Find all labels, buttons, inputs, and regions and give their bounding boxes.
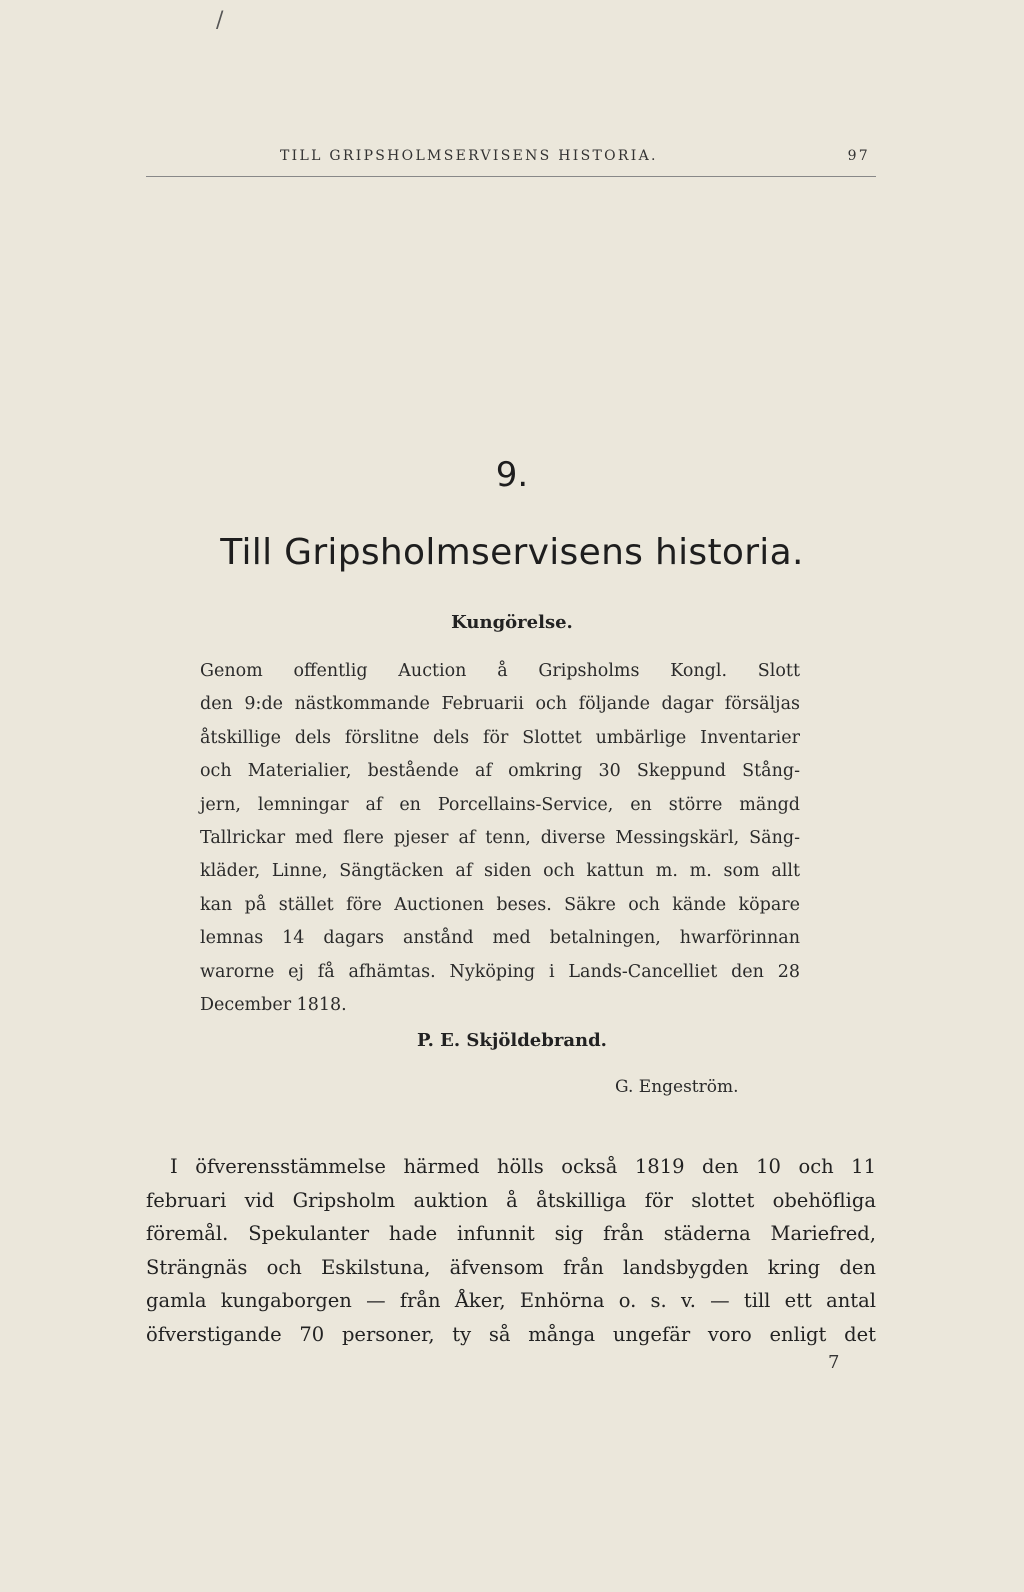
body-line: gamla kungaborgen — från Åker, Enhörna o. s. v. — till ett antal <box>146 1289 876 1312</box>
body-line: I öfverensstämmelse härmed hölls också 1819 den 10 och 11 <box>170 1155 876 1178</box>
body-paragraph <box>146 1150 876 1351</box>
notice-line: December 1818. <box>200 994 347 1015</box>
stray-pencil-mark: / <box>216 8 224 33</box>
page-number: 97 <box>847 148 870 164</box>
running-head-title: TILL GRIPSHOLMSERVISENS HISTORIA. <box>280 148 658 164</box>
header-rule <box>146 176 876 177</box>
notice-line: kläder, Linne, Sängtäcken af siden och kattun m. m. som allt <box>200 861 800 882</box>
body-line: föremål. Spekulanter hade infunnit sig från städerna Mariefred, <box>146 1222 876 1245</box>
notice-line: warorne ej få afhämtas. Nyköping i Lands-Cancelliet den 28 <box>200 961 800 982</box>
notice-line: kan på stället före Auctionen beses. Säkre och kände köpare <box>200 894 800 915</box>
notice-line: jern, lemningar af en Porcellains-Service, en större mängd <box>200 794 800 815</box>
notice-line: lemnas 14 dagars anstånd med betalningen, hwarförinnan <box>200 928 800 949</box>
printer-signature-mark: 7 <box>828 1352 840 1373</box>
body-line: februari vid Gripsholm auktion å åtskilliga för slottet obehöfliga <box>146 1188 876 1212</box>
notice-line: Tallrickar med flere pjeser af tenn, diverse Messingskärl, Säng- <box>200 827 800 848</box>
notice-signature-second: G. Engeström. <box>615 1077 739 1097</box>
section-number: 9. <box>495 455 529 495</box>
notice-heading: Kungörelse. <box>451 612 573 633</box>
notice-line: Genom offentlig Auction å Gripsholms Kongl. Slott <box>200 661 800 681</box>
body-line: öfverstigande 70 personer, ty så många ungefär voro enligt det <box>146 1322 876 1346</box>
section-title: Till Gripsholmservisens historia. <box>220 532 804 573</box>
notice-signature-main: P. E. Skjöldebrand. <box>417 1030 607 1051</box>
notice-line: åtskillige dels förslitne dels för Slottet umbärlige Inventarier <box>200 727 800 748</box>
body-line: Strängnäs och Eskilstuna, äfvensom från landsbygden kring den <box>146 1255 876 1279</box>
notice-text <box>200 655 800 1022</box>
notice-line: den 9:de nästkommande Februarii och följande dagar försäljas <box>200 694 800 715</box>
notice-line: och Materialier, bestående af omkring 30 Skeppund Stång- <box>200 761 800 782</box>
